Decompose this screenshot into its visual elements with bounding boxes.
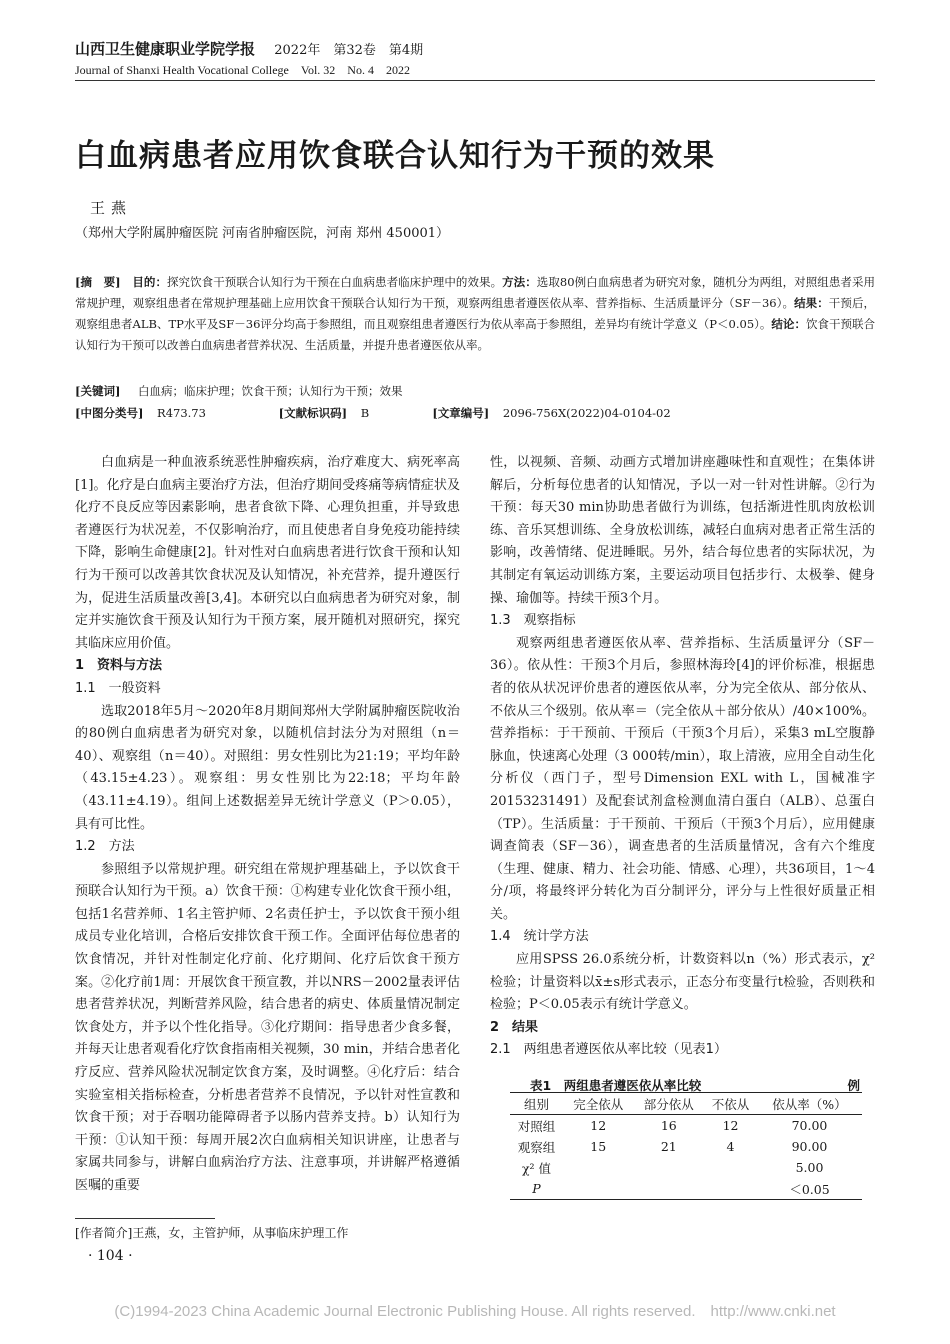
body-left-column (75, 452, 460, 1198)
table-cell: 对照组 (517, 1118, 556, 1134)
keywords-label: [关键词] (75, 384, 121, 398)
intro-paragraph: 白血病是一种血液系统恶性肿瘤疾病，治疗难度大、病死率高[1]。化疗是白血病主要治疗方法，但治疗期间受疼痛等病情症状及化疗不良反应等因素影响，患者食欲下降、心理负担重，并导致患者遵医行为状况差，不仅影响治疗，而且使患者自身免疫功能持续下降，影响生命健康[2]。针对性对白血病患者进行饮食干预和认知行为干预可以改善其饮食状况及认知情况，补充营养，提升遵医行为，促进生活质量改善[3,4]。本研究以白血病患者为研究对象，制定并实施饮食干预及认知行为干预方案，展开随机对照研究，探究其临床应用价值。 (75, 455, 460, 651)
doc-code-label: [文献标识码] (278, 406, 348, 420)
abstract (75, 272, 875, 356)
conclusion-label: 结论： (771, 317, 806, 331)
table-cell: 16 (660, 1118, 677, 1133)
table-1-title: 表1 两组患者遵医依从率比较 (530, 1078, 702, 1093)
section-1-1-heading: 1.1 一般资料 (75, 680, 161, 696)
table-cell: 观察组 (517, 1139, 556, 1155)
keywords (75, 383, 403, 399)
section-1-3-paragraph: 观察两组患者遵医依从率、营养指标、生活质量评分（SF－36）。依从性：干预3个月后，参照林海玲[4]的评价标准，根据患者的依从状况评价患者的遵医依从率，分为完全依从、部分依从、不依从三个级别。依从率＝（完全依从＋部分依从）/40×100%。营养指标：于干预前、干预后（干预3个月后），采集3 mL空腹静脉血，快速离心处理（3 000转/min），取上清液，应用全自动生化分析仪（西门子，型号Dimension EXL with L，国械准字20153231491）及配套试剂盒检测血清白蛋白（ALB）、总蛋白（TP）。生活质量：于干预前、干预后（干预3个月后），应用健康调查简表（SF－36），调查患者的生活质量情况，含有六个维度（生理、健康、精力、社会功能、情感、心理），共36项目，1～4分/项，将最终评分转化为百分制评分，评分与上性很好质量正相关。 (490, 635, 875, 922)
objective-label: 目的： (132, 275, 167, 289)
conclusion-text: 饮食干预联合认知行为干预可以改善白血病患者营养状况、生活质量，并提升患者遵医依从率。 (75, 317, 876, 352)
abstract-label: [摘 要] (75, 275, 121, 289)
page-number: · 104 · (88, 1248, 133, 1264)
journal-header-cn (75, 38, 423, 59)
classification-line (75, 405, 875, 421)
table-1 (510, 1092, 862, 1200)
table-cell: 70.00 (791, 1118, 828, 1133)
p-value-label: P (532, 1181, 541, 1196)
article-author: 王燕 (90, 199, 133, 217)
table-header-cell: 完全依从 (573, 1096, 624, 1112)
section-1-2-paragraph: 参照组予以常规护理。研究组在常规护理基础上，予以饮食干预联合认知行为干预。a）饮食干预：①构建专业化饮食干预小组，包括1名营养师、1名主管护师、2名责任护士，予以饮食干预小组成员专业化培训，合格后安排饮食干预工作。全面评估每位患者的饮食情况，并针对性制定化疗前、化疗期间、化疗后饮食干预方案。②化疗前1周：开展饮食干预宣教，并以NRS－2002量表评估患者营养状况，判断营养风险，结合患者的病史、体质量情况制定饮食处方，并予以个性化指导。③化疗期间：指导患者少食多餐，并每天让患者观看化疗饮食指南相关视频，30 min，并结合患者化疗反应、营养风险状况制定饮食方案，及时调整。④化疗后：结合实验室相关指标检查，分析患者营养不良情况，予以针对性宣教和饮食干预；对于吞咽功能障碍者予以肠内营养支持。b）认知行为干预：①认知干预：每周开展2次白血病相关知识讲座，让患者与家属共同参与，讲解白血病治疗方法、注意事项，并讲解严格遵循医嘱的重要 (75, 861, 460, 1193)
article-no-label: [文章编号] (432, 406, 490, 420)
methods-text: 选取80例白血病患者为研究对象，随机分为两组，对照组患者采用常规护理，观察组患者在常规护理基础上应用饮食干预联合认知行为干预，观察两组患者遵医依从率、营养指标、生活质量评分（SF－36）。 (75, 275, 875, 310)
table-header-cell: 不依从 (711, 1096, 750, 1112)
author-bio-text: 王燕，女，主管护师，从事临床护理工作 (132, 1226, 349, 1240)
table-cell: 90.00 (791, 1139, 828, 1154)
results-text: 干预后，观察组患者ALB、TP水平及SF－36评分均高于参照组，而且观察组患者遵医行为依从率高于参照组，差异均有统计学意义（P＜0.05）。 (75, 296, 876, 331)
issue-info-cn: 2022年 第32卷 第4期 (274, 43, 424, 58)
table-row (510, 1115, 862, 1137)
footnote-rule (75, 1218, 215, 1219)
doc-code-value: B (360, 406, 370, 420)
chi-square-value: 5.00 (795, 1160, 824, 1175)
table-cell: 12 (590, 1118, 607, 1133)
section-1-4-heading: 1.4 统计学方法 (490, 929, 589, 945)
article-no-value: 2096-756X(2022)04-0104-02 (502, 406, 671, 420)
table-cell: 15 (590, 1139, 607, 1154)
section-1-heading: 1 资料与方法 (75, 658, 163, 674)
chi-square-label: χ² 值 (521, 1160, 551, 1176)
table-cell: 21 (660, 1139, 677, 1154)
table-header-cell: 部分依从 (643, 1096, 694, 1112)
table-row (510, 1136, 862, 1157)
p-value: ＜0.05 (789, 1181, 830, 1197)
article-affiliation: （郑州大学附属肿瘤医院 河南省肿瘤医院，河南 郑州 450001） (75, 226, 450, 241)
table-cell: 12 (722, 1118, 739, 1133)
table-header-row (510, 1093, 862, 1115)
section-1-3-heading: 1.3 观察指标 (490, 613, 576, 629)
body-right-column (490, 452, 875, 1062)
keywords-text: 白血病；临床护理；饮食干预；认知行为干预；效果 (138, 384, 403, 398)
journal-name-cn: 山西卫生健康职业学院学报 (75, 40, 256, 58)
objective-text: 探究饮食干预联合认知行为干预在白血病患者临床护理中的效果。 (167, 275, 503, 289)
journal-header-en: Journal of Shanxi Health Vocational College Vol. 32 No. 4 2022 (75, 63, 410, 77)
table-header-cell: 依从率（%） (772, 1096, 847, 1112)
copyright-watermark: (C)1994-2023 China Academic Journal Electronic Publishing House. All rights reserved. http://www.cnki.net (114, 1303, 836, 1320)
article-title: 白血病患者应用饮食联合认知行为干预的效果 (75, 138, 715, 174)
table-1-unit: 例 (847, 1078, 860, 1093)
section-2-heading: 2 结果 (490, 1019, 539, 1035)
method-continued-paragraph: 性，以视频、音频、动画方式增加讲座趣味性和直观性；在集体讲解后，分析每位患者的认知情况，予以一对一针对性讲解。②行为干预：每天30 min协助患者做行为训练，包括渐进性肌肉放松训练、音乐冥想训练、全身放松训练，减轻白血病对患者正常生活的影响，改善情绪、促进睡眠。另外，结合每位患者的实际状况，为其制定有氧运动训练方案，主要运动项目包括步行、太极拳、健身操、瑜伽等。持续干预3个月。 (490, 455, 875, 606)
clc-value: R473.73 (157, 406, 206, 420)
results-label: 结果： (794, 296, 829, 310)
section-1-1-paragraph: 选取2018年5月～2020年8月期间郑州大学附属肿瘤医院收治的80例白血病患者为研究对象，以随机信封法分为对照组（n＝40）、观察组（n＝40）。对照组：男女性别比为21:19；平均年龄（43.15±4.23）。观察组：男女性别比为22:18；平均年龄（43.11±4.19）。组间上述数据差异无统计学意义（P＞0.05），具有可比性。 (75, 703, 460, 832)
section-2-1-heading: 2.1 两组患者遵医依从率比较（见表1） (490, 1042, 727, 1058)
author-bio (75, 1224, 348, 1241)
section-1-4-paragraph: 应用SPSS 26.0系统分析，计数资料以n（%）形式表示，χ²检验；计量资料以x̄±s形式表示，正态分布变量行t检验，否则秩和检验；P＜0.05表示有统计学意义。 (490, 952, 875, 1013)
table-row-p (510, 1178, 862, 1200)
table-header-cell: 组别 (523, 1096, 549, 1112)
methods-label: 方法： (502, 275, 537, 289)
author-bio-label: [作者简介] (75, 1226, 133, 1240)
header-rule (75, 80, 875, 81)
table-row-chi (510, 1157, 862, 1178)
clc-label: [中图分类号] (75, 406, 144, 420)
table-cell: 4 (726, 1139, 735, 1154)
section-1-2-heading: 1.2 方法 (75, 839, 135, 855)
